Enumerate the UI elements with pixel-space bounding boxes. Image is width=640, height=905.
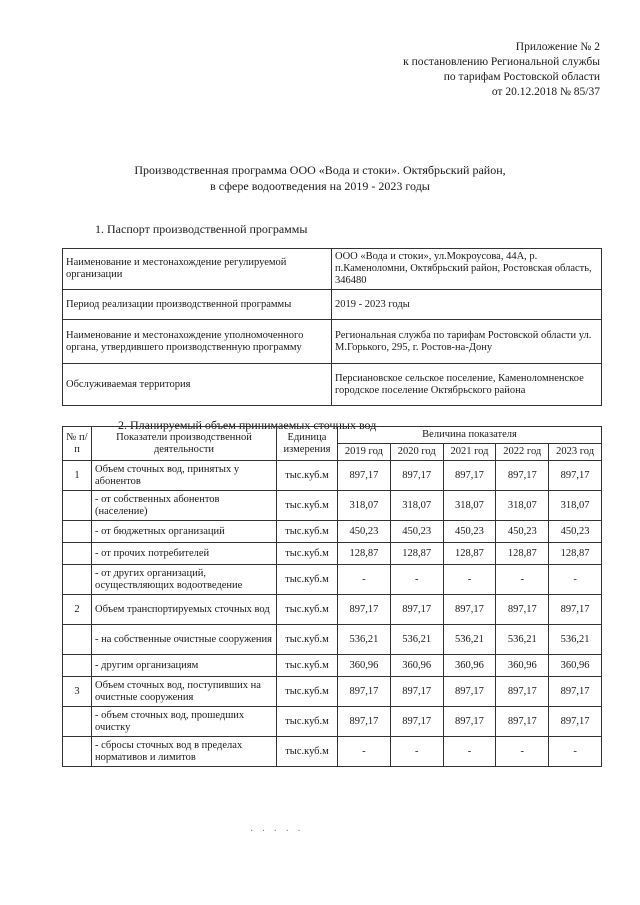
section-2-heading: 2. Планируемый объем принимаемых сточных вод (118, 418, 377, 432)
row-unit: тыс.куб.м (277, 491, 338, 521)
row-name: - от собственных абонентов (население) (92, 491, 277, 521)
row-value: 318,07 (443, 491, 496, 521)
row-value: 128,87 (338, 543, 391, 565)
row-unit: тыс.куб.м (277, 625, 338, 655)
row-value: 360,96 (549, 655, 602, 677)
table-row (63, 491, 602, 521)
row-value: 318,07 (549, 491, 602, 521)
document-title (0, 162, 640, 194)
row-value: 897,17 (549, 595, 602, 625)
passport-label: Наименование и местонахождение регулируемой организации (63, 249, 332, 290)
row-value: 536,21 (443, 625, 496, 655)
header-year: 2022 год (496, 444, 549, 461)
row-num (63, 625, 92, 655)
title-line-1: Производственная программа ООО «Вода и стоки». Октябрьский район, (134, 163, 506, 177)
table-row (63, 249, 602, 290)
row-unit: тыс.куб.м (277, 595, 338, 625)
row-value: 450,23 (496, 521, 549, 543)
row-value: 897,17 (443, 595, 496, 625)
row-name: - сбросы сточных вод в пределах нормативов и лимитов (92, 737, 277, 767)
row-value: 897,17 (496, 677, 549, 707)
row-num (63, 543, 92, 565)
row-value: 360,96 (496, 655, 549, 677)
row-value: - (338, 737, 391, 767)
row-value: 897,17 (549, 677, 602, 707)
row-value: 450,23 (338, 521, 391, 543)
row-name: - от прочих потребителей (92, 543, 277, 565)
appendix-line: от 20.12.2018 № 85/37 (491, 86, 600, 98)
row-value: - (549, 737, 602, 767)
table-row (63, 655, 602, 677)
row-unit: тыс.куб.м (277, 655, 338, 677)
row-unit: тыс.куб.м (277, 543, 338, 565)
row-name: Объем сточных вод, принятых у абонентов (92, 461, 277, 491)
row-value: 318,07 (338, 491, 391, 521)
appendix-line: по тарифам Ростовской области (443, 71, 600, 83)
row-value: 897,17 (549, 461, 602, 491)
passport-table (62, 248, 602, 406)
row-value: 318,07 (496, 491, 549, 521)
row-value: 360,96 (390, 655, 443, 677)
passport-value: 2019 - 2023 годы (332, 290, 602, 320)
row-name: - от бюджетных организаций (92, 521, 277, 543)
volume-table (62, 426, 602, 767)
table-row (63, 737, 602, 767)
table-row (63, 595, 602, 625)
header-num: № п/п (63, 427, 92, 461)
row-value: 450,23 (390, 521, 443, 543)
table-row (63, 290, 602, 320)
row-value: 897,17 (390, 677, 443, 707)
passport-label: Обслуживаемая территория (63, 364, 332, 406)
row-name: - от других организаций, осуществляющих водоотведение (92, 565, 277, 595)
header-year: 2019 год (338, 444, 391, 461)
row-num (63, 491, 92, 521)
table-row (63, 625, 602, 655)
row-num: 3 (63, 677, 92, 707)
row-value: 536,21 (496, 625, 549, 655)
row-value: 536,21 (390, 625, 443, 655)
row-value: 360,96 (443, 655, 496, 677)
row-value: - (496, 565, 549, 595)
row-num (63, 655, 92, 677)
row-value: 318,07 (390, 491, 443, 521)
row-num (63, 521, 92, 543)
row-name: - на собственные очистные сооружения (92, 625, 277, 655)
row-value: - (390, 565, 443, 595)
row-num (63, 565, 92, 595)
header-name: Показатели производственной деятельности (92, 427, 277, 461)
header-year: 2021 год (443, 444, 496, 461)
table-row (63, 461, 602, 491)
row-value: 897,17 (338, 595, 391, 625)
row-num (63, 737, 92, 767)
row-name: Объем транспортируемых сточных вод (92, 595, 277, 625)
passport-value: Региональная служба по тарифам Ростовской области ул. М.Горького, 295, г. Ростов-на-Дону (332, 320, 602, 364)
appendix-line: к постановлению Региональной службы (403, 56, 600, 68)
table-row (63, 320, 602, 364)
row-name: Объем сточных вод, поступивших на очистные сооружения (92, 677, 277, 707)
table-row (63, 565, 602, 595)
row-value: 897,17 (549, 707, 602, 737)
row-value: 897,17 (338, 677, 391, 707)
row-value: 897,17 (390, 461, 443, 491)
appendix-header (403, 40, 600, 100)
passport-label: Период реализации производственной программы (63, 290, 332, 320)
row-unit: тыс.куб.м (277, 521, 338, 543)
header-year: 2023 год (549, 444, 602, 461)
appendix-line: Приложение № 2 (515, 41, 600, 53)
row-unit: тыс.куб.м (277, 677, 338, 707)
table-row (63, 543, 602, 565)
row-value: - (338, 565, 391, 595)
row-value: 897,17 (443, 677, 496, 707)
table-row (63, 677, 602, 707)
title-line-2: в сфере водоотведения на 2019 - 2023 годы (210, 179, 430, 193)
scan-artifact: · · · · · (250, 826, 304, 837)
row-value: 897,17 (496, 461, 549, 491)
row-value: - (443, 737, 496, 767)
section-1-heading: 1. Паспорт производственной программы (95, 222, 308, 236)
row-name: - другим организациям (92, 655, 277, 677)
row-unit: тыс.куб.м (277, 707, 338, 737)
table-header-row (63, 427, 602, 444)
row-value: 536,21 (338, 625, 391, 655)
row-value: 897,17 (338, 707, 391, 737)
row-num: 2 (63, 595, 92, 625)
table-row (63, 521, 602, 543)
row-value: - (496, 737, 549, 767)
passport-value: ООО «Вода и стоки», ул.Мокроусова, 44А, р. п.Каменоломни, Октябрьский район, Ростовская область, 346480 (332, 249, 602, 290)
header-year: 2020 год (390, 444, 443, 461)
row-value: - (443, 565, 496, 595)
row-value: 897,17 (338, 461, 391, 491)
row-unit: тыс.куб.м (277, 565, 338, 595)
row-value: - (390, 737, 443, 767)
row-value: 897,17 (443, 707, 496, 737)
row-value: - (549, 565, 602, 595)
row-value: 360,96 (338, 655, 391, 677)
row-value: 450,23 (443, 521, 496, 543)
row-value: 897,17 (443, 461, 496, 491)
passport-label: Наименование и местонахождение уполномоченного органа, утвердившего производственную программу (63, 320, 332, 364)
row-value: 128,87 (390, 543, 443, 565)
row-value: 450,23 (549, 521, 602, 543)
table-row (63, 364, 602, 406)
header-group: Величина показателя (338, 427, 602, 444)
row-value: 897,17 (496, 707, 549, 737)
row-unit: тыс.куб.м (277, 461, 338, 491)
row-value: 897,17 (390, 595, 443, 625)
row-num (63, 707, 92, 737)
row-unit: тыс.куб.м (277, 737, 338, 767)
header-unit: Единица измерения (277, 427, 338, 461)
row-value: 128,87 (496, 543, 549, 565)
row-num: 1 (63, 461, 92, 491)
passport-value: Персиановское сельское поселение, Каменоломненское городское поселение Октябрьского района (332, 364, 602, 406)
row-value: 128,87 (549, 543, 602, 565)
row-value: 897,17 (390, 707, 443, 737)
table-row (63, 707, 602, 737)
row-value: 897,17 (496, 595, 549, 625)
row-value: 536,21 (549, 625, 602, 655)
row-value: 128,87 (443, 543, 496, 565)
row-name: - объем сточных вод, прошедших очистку (92, 707, 277, 737)
